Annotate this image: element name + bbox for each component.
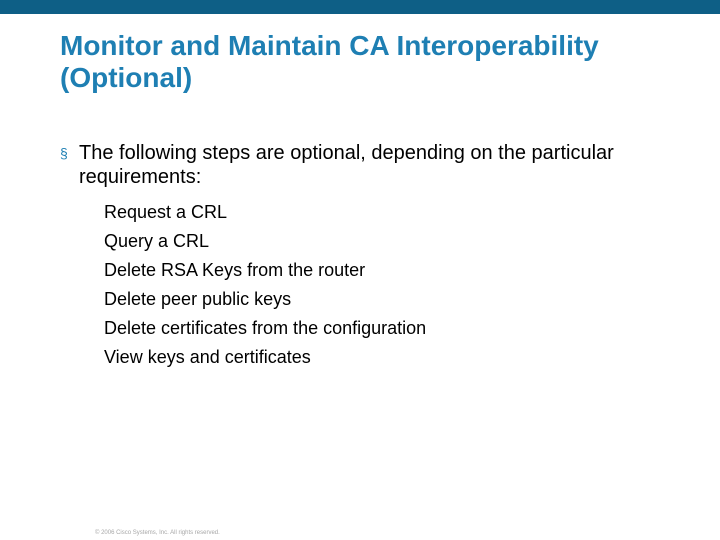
list-item-request-crl: Request a CRL: [104, 202, 228, 222]
list-item-view-keys: View keys and certificates: [104, 347, 311, 367]
copyright-footer: © 2006 Cisco Systems, Inc. All rights reserved.: [95, 530, 220, 536]
slide-title: [60, 30, 700, 94]
main-bullet-text: The following steps are optional, depending on the particular requirements:: [79, 142, 614, 188]
bullet-marker-icon: §: [60, 145, 68, 161]
slide-title-line-1: Monitor and Maintain CA Interoperability: [60, 30, 599, 61]
main-bullet: [60, 141, 680, 189]
slide-title-line-2: (Optional): [60, 62, 193, 93]
list-item-delete-certificates: Delete certificates from the configuration: [104, 318, 427, 338]
list-item-delete-rsa-keys: Delete RSA Keys from the router: [104, 260, 366, 280]
list-item-delete-peer-keys: Delete peer public keys: [104, 289, 292, 309]
list-item-query-crl: Query a CRL: [104, 231, 210, 251]
top-banner-bar: [0, 0, 720, 14]
optional-steps-list: [104, 198, 426, 372]
